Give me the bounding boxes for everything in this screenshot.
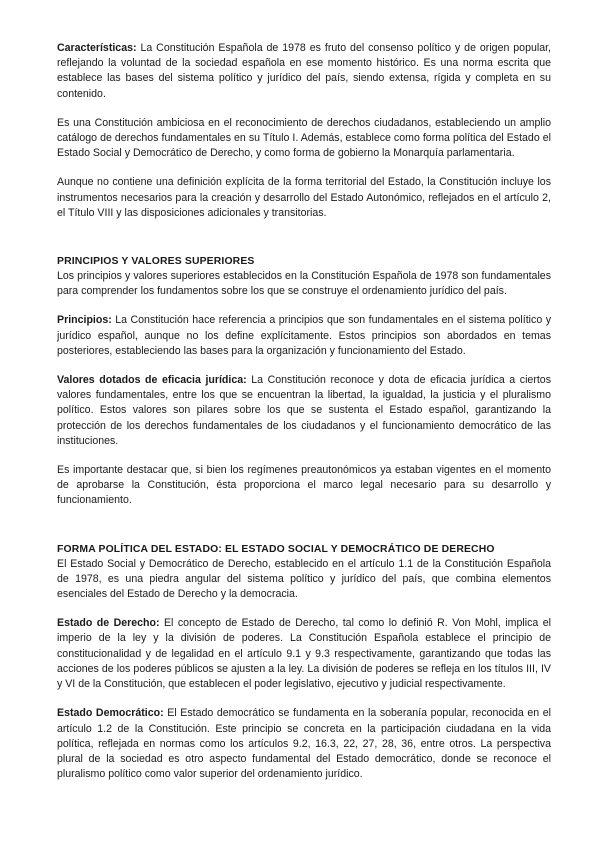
paragraph-regimenes-preautonomicos: [57, 463, 551, 509]
document-body: [57, 41, 551, 782]
paragraph-constitucion-ambiciosa: [57, 116, 551, 162]
paragraph-text: Es importante destacar que, si bien los regímenes preautonómicos ya estaban vigentes en el momento de aprobarse la Constitución, ésta proporciona el marco legal necesario para su desarrollo y funcionamiento.: [57, 464, 551, 507]
paragraph-text: La Constitución Española de 1978 es fruto del consenso político y de origen popular, reflejando la voluntad de la sociedad española en ese momento histórico. Es una norma escrita que establece las bases del sistema político y jurídico del país, siendo extensa, rígida y completa en su contenido.: [57, 42, 551, 100]
paragraph-text: Aunque no contiene una definición explícita de la forma territorial del Estado, la Constitución incluye los instrumentos necesarios para la creación y desarrollo del Estado Autonómico, reflejados en el artículo 2, el Título VIII y las disposiciones adicionales y transitorias.: [57, 176, 551, 219]
paragraph-text: Los principios y valores superiores establecidos en la Constitución Española de 1978 son fundamentales para comprender los fundamentos sobre los que se construye el ordenamiento jurídico del país.: [57, 270, 551, 298]
paragraph-valores: [57, 373, 551, 449]
paragraph-label: Principios:: [57, 314, 112, 327]
paragraph-label: Estado Democrático:: [57, 707, 164, 720]
paragraph-forma-territorial: [57, 175, 551, 221]
paragraph-estado-democratico: [57, 706, 551, 782]
paragraph-label: Características:: [57, 42, 137, 54]
paragraph-label: Valores dotados de eficacia jurídica:: [57, 374, 247, 387]
paragraph-estado-de-derecho: [57, 616, 551, 692]
section-heading: PRINCIPIOS Y VALORES SUPERIORES: [57, 256, 255, 268]
paragraph-text: La Constitución hace referencia a principios que son fundamentales en el sistema político y jurídico español, aunque no los define explícitamente. Estos principios son abordados en temas posteriores, estableciendo las bases para la organización y funcionamiento del Estado.: [57, 314, 551, 357]
paragraph-label: Estado de Derecho:: [57, 617, 160, 630]
section-principios-valores: [57, 255, 551, 509]
paragraph-text: Es una Constitución ambiciosa en el reconocimiento de derechos ciudadanos, estableciendo un amplio catálogo de derechos fundamentales en su Título I. Además, establece como forma política del Estado el Estado Social y Democrático de Derecho, y como forma de gobierno la Monarquía parlamentaria.: [57, 116, 551, 160]
paragraph-introduccion-principios: [57, 269, 551, 299]
paragraph-text: El Estado democrático se fundamenta en la soberanía popular, reconocida en el artículo 1.2 de la Constitución. Este principio se concreta en la participación ciudadana en la vida política, reflejada en normas como los artículos 9.2, 16.3, 22, 27, 28, 36, entre otros. La perspectiva plural de la sociedad es otro aspecto fundamental del Estado democrático, donde se reconoce el pluralismo político como valor superior del ordenamiento jurídico.: [57, 707, 551, 781]
section-forma-politica: [57, 543, 551, 783]
paragraph-text: La Constitución reconoce y dota de eficacia jurídica a ciertos valores fundamentales, entre los que se encuentran la libertad, la igualdad, la justicia y el pluralismo político. Estos valores son pilares sobre los que se sustenta el Estado español, garantizando la protección de los derechos fundamentales de los ciudadanos y el funcionamiento democrático de las instituciones.: [57, 374, 551, 447]
paragraph-estado-social: [57, 557, 551, 603]
section-heading: FORMA POLÍTICA DEL ESTADO: EL ESTADO SOCIAL Y DEMOCRÁTICO DE DERECHO: [57, 543, 495, 555]
paragraph-principios: [57, 313, 551, 359]
paragraph-caracteristicas: [57, 41, 551, 102]
paragraph-text: El Estado Social y Democrático de Derecho, establecido en el artículo 1.1 de la Constitución Española de 1978, es una piedra angular del sistema político y jurídico del país, que combina elementos esenciales del Estado de Derecho y la democracia.: [57, 557, 551, 601]
paragraph-text: El concepto de Estado de Derecho, tal como lo definió R. Von Mohl, implica el imperio de la ley y la división de poderes. La Constitución Española establece el principio de constitucionalidad y de legalidad en el artículo 9.1 y 9.3 respectivamente, garantizando que todas las acciones de los poderes públicos se ajusten a la ley. La división de poderes se refleja en los títulos III, IV y VI de la Constitución, que establecen el poder legislativo, ejecutivo y judicial respectivamente.: [57, 617, 551, 691]
